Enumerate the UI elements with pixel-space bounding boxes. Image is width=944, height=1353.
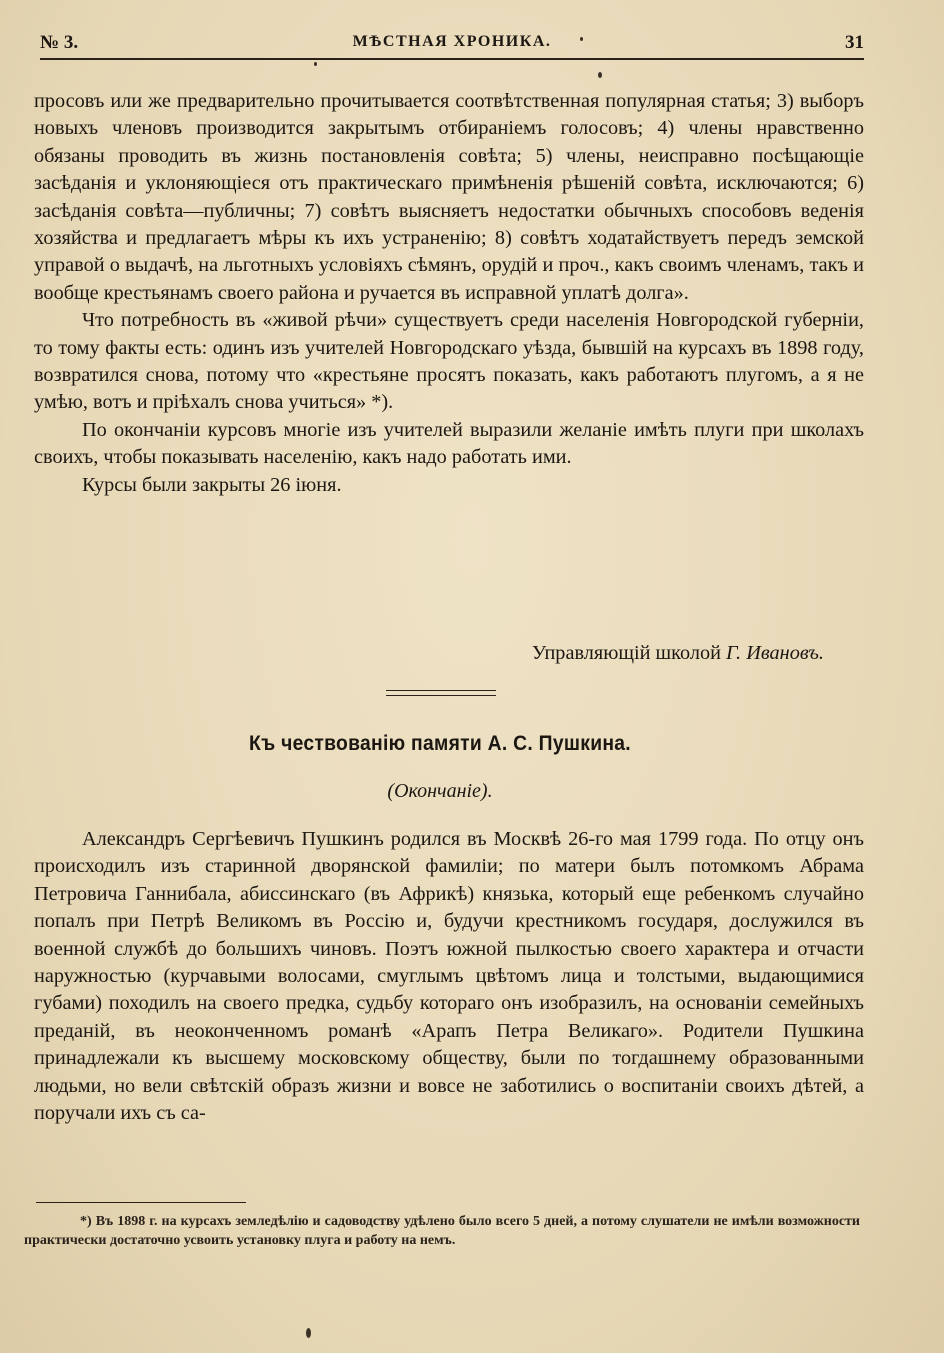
article-text xyxy=(34,826,864,1127)
page-number: 31 xyxy=(845,32,864,53)
print-speck xyxy=(306,1328,311,1338)
article-subtitle: (Окончанiе). xyxy=(387,780,493,802)
header-rule xyxy=(40,58,864,60)
signature xyxy=(34,640,824,667)
section-title: МѢСТНАЯ ХРОНИКА. xyxy=(352,33,552,50)
signature-role: Управляющiй школой xyxy=(531,642,721,664)
signature-name: Г. Ивановъ. xyxy=(726,642,824,664)
print-speck xyxy=(598,72,602,78)
article-paragraph: Александръ Сергѣевичъ Пушкинъ родился въ Москвѣ 26-го мая 1799 года. По отцу онъ происходилъ изъ старинной дворянской фамилiи; по матери былъ потомкомъ Абрама Петровича Ганнибала, абиссинскаго (въ Африкѣ) князька, который еще ребенкомъ случайно попалъ при Петрѣ Великомъ въ Россiю и, будучи крестникомъ государя, дослужился въ военной службѣ до большихъ чиновъ. Поэтъ южной пылкостью своего характера и отчасти наружностью (курчавыми волосами, смуглымъ цвѣтомъ лица и толстыми, выдающимися губами) походилъ на своего предка, судьбу котораго онъ изобразилъ, на основанiи семейныхъ преданiй, въ неоконченномъ романѣ «Арапъ Петра Великаго». Родители Пушкина принадлежали къ высшему московскому обществу, были по тогдашнему образованными людьми, но вели свѣтскiй образъ жизни и вовсе не заботились о воспитанiи своихъ дѣтей, а поручали ихъ съ са- xyxy=(34,828,864,1125)
footnote-text: *) Въ 1898 г. на курсахъ земледѣлiю и садоводству удѣлено было всего 5 дней, а потому слушатели не имѣли возможности практически достаточно усвоить установку плуга и работу на немъ. xyxy=(24,1214,860,1248)
report-text xyxy=(34,88,864,499)
report-paragraph-2: Что потребность въ «живой рѣчи» существуетъ среди населенiя Новгородской губернiи, то тому факты есть: одинъ изъ учителей Новгородскаго уѣзда, бывшiй на курсахъ въ 1898 году, возвратился снова, потому что «крестьяне просятъ показать, какъ работаютъ плугомъ, а я не умѣю, вотъ и прiѣхалъ снова учиться» *). xyxy=(34,309,864,414)
report-paragraph-3: По окончанiи курсовъ многiе изъ учителей выразили желанiе имѣть плуги при школахъ своихъ, чтобы показывать населенiю, какъ надо работать ими. xyxy=(34,418,864,469)
running-header xyxy=(40,30,864,58)
issue-number: № 3. xyxy=(40,32,79,53)
footnote xyxy=(24,1212,860,1250)
report-paragraph-4: Курсы были закрыты 26 iюня. xyxy=(82,473,342,496)
print-speck xyxy=(314,62,317,66)
article-title: Къ чествованiю памяти А. С. Пушкина. xyxy=(249,732,631,755)
section-divider xyxy=(386,690,496,696)
report-paragraph-1: просовъ или же предварительно прочитывается соотвѣтственная популярная статья; 3) выборъ новыхъ членовъ производится закрытымъ отбиранiемъ голосовъ; 4) члены нравственно обязаны проводить въ жизнь постановленiя совѣта; 5) члены, неисправно посѣщающiе засѣданiя и уклоняющiеся отъ практическаго примѣненiя рѣшенiй совѣта, исключаются; 6) засѣданiя совѣта—публичны; 7) совѣтъ выясняетъ недостатки обычныхъ способовъ веденiя хозяйства и предлагаетъ мѣры къ ихъ устраненiю; 8) совѣтъ ходатайствуетъ передъ земской управой о выдачѣ, на льготныхъ условiяхъ сѣмянъ, орудiй и проч., какъ своимъ членамъ, такъ и вообще крестьянамъ своего района и ручается въ исправной уплатѣ долга». xyxy=(34,90,864,304)
print-speck xyxy=(580,37,583,41)
footnote-rule xyxy=(36,1202,246,1203)
